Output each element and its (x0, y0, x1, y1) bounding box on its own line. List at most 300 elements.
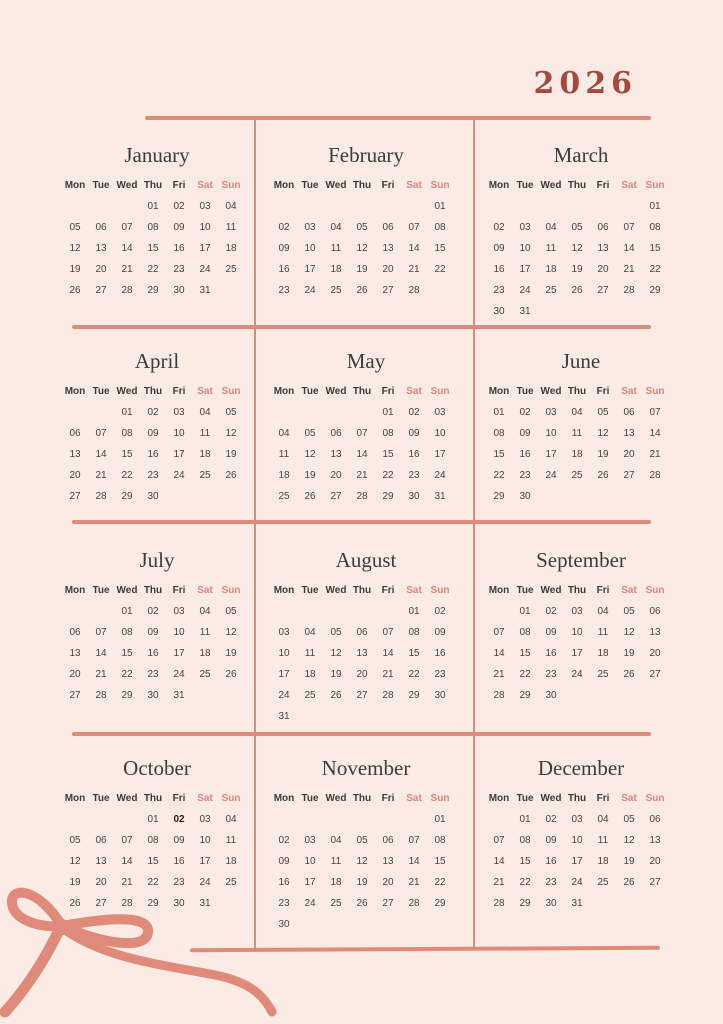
day-cell: 30 (147, 491, 159, 502)
day-cell: 25 (278, 491, 290, 502)
weekday-label: Sun (221, 793, 241, 804)
day-cell: 31 (571, 898, 583, 909)
day-cell: 01 (519, 814, 531, 825)
day-cell: 04 (304, 627, 316, 638)
empty-cell (62, 402, 88, 423)
day-cell: 07 (121, 222, 133, 233)
empty-cell (616, 486, 642, 507)
month-july (62, 547, 252, 706)
weekday-label: Sat (406, 585, 422, 596)
day-cell: 17 (173, 449, 185, 460)
day-cell: 31 (173, 690, 185, 701)
weekday-label: Sun (221, 386, 241, 397)
empty-cell (349, 706, 375, 727)
month-december (486, 755, 676, 914)
week-row (62, 851, 252, 872)
weekday-header (486, 384, 676, 400)
day-cell: 21 (623, 264, 635, 275)
empty-cell (401, 809, 427, 830)
day-cell: 03 (304, 222, 316, 233)
day-cell: 20 (649, 856, 661, 867)
weekday-header (271, 583, 461, 599)
day-cell: 19 (69, 877, 81, 888)
day-cell: 04 (330, 835, 342, 846)
day-cell: 10 (545, 428, 557, 439)
week-row (271, 238, 461, 259)
month-april (62, 348, 252, 507)
weekday-label: Wed (540, 180, 562, 191)
day-cell: 22 (519, 669, 531, 680)
day-cell: 15 (147, 856, 159, 867)
week-row (271, 622, 461, 643)
day-cell: 23 (278, 285, 290, 296)
month-name: July (139, 548, 175, 572)
day-cell: 19 (225, 449, 237, 460)
week-row (62, 486, 252, 507)
week-row (486, 685, 676, 706)
day-cell: 19 (356, 264, 368, 275)
day-cell: 28 (121, 285, 133, 296)
day-cell: 26 (623, 877, 635, 888)
day-cell: 26 (69, 898, 81, 909)
day-cell: 20 (356, 669, 368, 680)
day-cell: 23 (545, 669, 557, 680)
day-cell: 19 (571, 264, 583, 275)
day-cell: 16 (278, 877, 290, 888)
weekday-label: Mon (64, 585, 86, 596)
day-cell: 15 (434, 856, 446, 867)
empty-cell (538, 196, 564, 217)
day-cell: 06 (330, 428, 342, 439)
day-cell: 02 (545, 814, 557, 825)
day-cell: 06 (597, 222, 609, 233)
empty-cell (616, 301, 642, 322)
day-cell: 05 (356, 835, 368, 846)
weekday-label: Mon (64, 180, 86, 191)
weekday-label: Wed (325, 386, 347, 397)
empty-cell (62, 196, 88, 217)
weekday-label: Mon (64, 793, 86, 804)
day-cell: 18 (278, 470, 290, 481)
day-cell: 12 (225, 428, 237, 439)
weekday-label: Wed (116, 386, 138, 397)
week-row (486, 643, 676, 664)
day-cell: 30 (519, 491, 531, 502)
day-cell: 15 (434, 243, 446, 254)
month-may (271, 348, 461, 507)
day-cell: 26 (623, 669, 635, 680)
day-cell: 10 (199, 835, 211, 846)
day-cell: 06 (95, 835, 107, 846)
empty-cell (323, 196, 349, 217)
week-row (486, 893, 676, 914)
day-cell: 17 (519, 264, 531, 275)
day-cell: 23 (434, 669, 446, 680)
month-name: August (335, 548, 397, 572)
day-cell: 09 (434, 627, 446, 638)
weekday-label: Sat (406, 180, 422, 191)
week-row (62, 259, 252, 280)
week-row (486, 444, 676, 465)
day-cell: 13 (330, 449, 342, 460)
day-cell: 30 (147, 690, 159, 701)
day-cell: 19 (304, 470, 316, 481)
weekday-label: Sat (197, 180, 213, 191)
weekday-header (271, 384, 461, 400)
day-cell: 14 (493, 648, 505, 659)
day-cell: 15 (519, 648, 531, 659)
empty-cell (642, 301, 668, 322)
day-cell: 20 (69, 470, 81, 481)
week-row (271, 914, 461, 935)
weekday-label: Thu (143, 585, 163, 596)
month-name: February (328, 143, 404, 167)
day-cell: 17 (173, 648, 185, 659)
day-cell: 03 (199, 814, 211, 825)
week-row (62, 402, 252, 423)
day-cell: 09 (545, 835, 557, 846)
day-cell: 30 (434, 690, 446, 701)
day-cell: 13 (649, 627, 661, 638)
week-row (271, 486, 461, 507)
day-cell: 24 (545, 470, 557, 481)
day-cell: 10 (199, 222, 211, 233)
day-cell: 14 (95, 449, 107, 460)
day-cell: 28 (95, 491, 107, 502)
weekday-label: Tue (92, 386, 110, 397)
empty-cell (401, 706, 427, 727)
day-cell: 20 (69, 669, 81, 680)
week-row (62, 809, 252, 830)
day-cell: 25 (571, 470, 583, 481)
day-cell: 26 (304, 491, 316, 502)
week-row (271, 444, 461, 465)
month-name: January (124, 143, 190, 167)
day-cell: 21 (121, 877, 133, 888)
week-row (486, 809, 676, 830)
day-cell: 07 (408, 222, 420, 233)
empty-cell (297, 914, 323, 935)
day-cell: 12 (69, 243, 81, 254)
day-cell: 01 (649, 201, 661, 212)
week-row (62, 196, 252, 217)
weekday-label: Sat (621, 585, 637, 596)
weekday-label: Sat (621, 180, 637, 191)
day-cell: 26 (225, 470, 237, 481)
weekday-label: Thu (143, 386, 163, 397)
day-cell: 17 (571, 648, 583, 659)
day-cell: 27 (95, 898, 107, 909)
week-row (271, 465, 461, 486)
empty-cell (271, 196, 297, 217)
empty-cell (616, 685, 642, 706)
day-cell: 02 (278, 835, 290, 846)
day-cell: 27 (382, 285, 394, 296)
day-cell: 19 (623, 856, 635, 867)
weekday-label: Sun (645, 386, 665, 397)
day-cell: 21 (493, 877, 505, 888)
day-cell: 23 (545, 877, 557, 888)
day-cell: 27 (69, 491, 81, 502)
empty-cell (114, 196, 140, 217)
day-cell: 17 (571, 856, 583, 867)
day-cell: 18 (545, 264, 557, 275)
weekday-label: Wed (325, 585, 347, 596)
empty-cell (192, 486, 218, 507)
day-cell: 16 (545, 648, 557, 659)
week-row (271, 196, 461, 217)
empty-cell (401, 196, 427, 217)
day-cell: 04 (225, 814, 237, 825)
day-cell: 04 (199, 407, 211, 418)
empty-cell (564, 486, 590, 507)
day-cell: 05 (330, 627, 342, 638)
day-cell: 03 (199, 201, 211, 212)
day-cell: 07 (623, 222, 635, 233)
weekday-label: Tue (301, 793, 319, 804)
empty-cell (62, 601, 88, 622)
empty-cell (486, 601, 512, 622)
empty-cell (401, 914, 427, 935)
day-cell: 11 (597, 627, 609, 638)
week-row (271, 423, 461, 444)
empty-cell (88, 809, 114, 830)
week-row (486, 486, 676, 507)
empty-cell (349, 402, 375, 423)
day-cell: 21 (95, 669, 107, 680)
day-cell: 24 (571, 877, 583, 888)
day-cell: 25 (597, 877, 609, 888)
week-row (62, 280, 252, 301)
day-cell: 05 (69, 222, 81, 233)
weekday-label: Mon (273, 793, 295, 804)
weekday-label: Thu (352, 793, 372, 804)
weekday-label: Sat (197, 585, 213, 596)
day-cell: 20 (597, 264, 609, 275)
empty-cell (323, 809, 349, 830)
day-cell: 24 (199, 264, 211, 275)
weekday-header (62, 791, 252, 807)
week-row (486, 423, 676, 444)
day-cell: 23 (147, 669, 159, 680)
day-cell: 21 (408, 264, 420, 275)
week-row (62, 643, 252, 664)
week-row (486, 622, 676, 643)
month-name: April (134, 349, 180, 373)
day-cell: 18 (199, 648, 211, 659)
day-cell: 02 (493, 222, 505, 233)
week-row (62, 238, 252, 259)
day-cell: 22 (519, 877, 531, 888)
day-cell: 16 (173, 856, 185, 867)
empty-cell (427, 280, 453, 301)
day-cell: 15 (649, 243, 661, 254)
day-cell: 24 (304, 898, 316, 909)
empty-cell (616, 196, 642, 217)
day-cell: 08 (408, 627, 420, 638)
day-cell: 29 (519, 898, 531, 909)
week-row (62, 217, 252, 238)
day-cell: 06 (623, 407, 635, 418)
day-cell: 21 (95, 470, 107, 481)
week-row (271, 830, 461, 851)
day-cell: 10 (278, 648, 290, 659)
week-row (486, 238, 676, 259)
day-cell: 21 (493, 669, 505, 680)
day-cell: 22 (649, 264, 661, 275)
empty-cell (590, 893, 616, 914)
day-cell: 01 (121, 606, 133, 617)
day-cell: 26 (225, 669, 237, 680)
week-row (271, 601, 461, 622)
day-cell: 15 (382, 449, 394, 460)
day-cell: 01 (382, 407, 394, 418)
day-cell: 24 (571, 669, 583, 680)
empty-cell (297, 196, 323, 217)
day-cell: 10 (173, 428, 185, 439)
weekday-label: Sat (406, 386, 422, 397)
weekday-label: Sat (621, 793, 637, 804)
week-row (486, 851, 676, 872)
week-row (486, 830, 676, 851)
weekday-label: Mon (273, 585, 295, 596)
weekday-label: Sun (645, 180, 665, 191)
day-cell: 07 (649, 407, 661, 418)
day-cell: 07 (493, 627, 505, 638)
empty-cell (88, 601, 114, 622)
weekday-label: Wed (325, 793, 347, 804)
day-cell: 02 (545, 606, 557, 617)
day-cell: 01 (408, 606, 420, 617)
day-cell: 17 (304, 264, 316, 275)
day-cell: 29 (147, 898, 159, 909)
weekday-label: Fri (596, 180, 610, 191)
week-row (486, 601, 676, 622)
day-cell: 11 (225, 835, 237, 846)
weekday-label: Fri (596, 793, 610, 804)
empty-cell (349, 601, 375, 622)
empty-cell (271, 601, 297, 622)
day-cell: 21 (121, 264, 133, 275)
day-cell: 14 (356, 449, 368, 460)
day-cell: 25 (199, 669, 211, 680)
weekday-label: Fri (172, 585, 186, 596)
day-cell: 11 (330, 856, 342, 867)
day-cell: 08 (519, 835, 531, 846)
day-cell: 17 (278, 669, 290, 680)
day-cell: 17 (199, 243, 211, 254)
day-cell: 09 (278, 243, 290, 254)
empty-cell (349, 914, 375, 935)
week-row (486, 217, 676, 238)
empty-cell (297, 601, 323, 622)
empty-cell (218, 280, 244, 301)
day-cell: 05 (623, 814, 635, 825)
week-row (486, 196, 676, 217)
month-name: June (561, 349, 601, 373)
day-cell: 14 (493, 856, 505, 867)
day-cell: 03 (519, 222, 531, 233)
day-cell: 05 (225, 407, 237, 418)
column-divider-left (254, 120, 256, 950)
day-cell: 23 (408, 470, 420, 481)
day-cell: 13 (95, 243, 107, 254)
weekday-header (62, 583, 252, 599)
day-cell: 14 (649, 428, 661, 439)
week-row (486, 280, 676, 301)
day-cell: 01 (147, 814, 159, 825)
day-cell: 03 (571, 606, 583, 617)
week-row (271, 643, 461, 664)
weekday-label: Sun (221, 180, 241, 191)
week-row (62, 685, 252, 706)
day-cell: 19 (356, 877, 368, 888)
weekday-label: Mon (488, 793, 510, 804)
empty-cell (564, 196, 590, 217)
week-row (62, 664, 252, 685)
day-cell: 11 (225, 222, 237, 233)
day-cell: 09 (173, 222, 185, 233)
day-cell: 05 (225, 606, 237, 617)
day-cell: 09 (519, 428, 531, 439)
week-row (271, 809, 461, 830)
day-cell: 27 (649, 877, 661, 888)
week-row (271, 872, 461, 893)
day-cell: 09 (147, 428, 159, 439)
day-cell: 20 (95, 877, 107, 888)
empty-cell (512, 196, 538, 217)
day-cell: 08 (382, 428, 394, 439)
day-cell: 25 (225, 264, 237, 275)
weekday-label: Wed (116, 585, 138, 596)
month-november (271, 755, 461, 935)
day-cell: 28 (623, 285, 635, 296)
week-row (486, 664, 676, 685)
week-row (62, 423, 252, 444)
week-row (62, 830, 252, 851)
empty-cell (642, 893, 668, 914)
day-cell: 29 (147, 285, 159, 296)
day-cell: 07 (382, 627, 394, 638)
week-row (271, 706, 461, 727)
week-row (62, 601, 252, 622)
day-cell: 31 (519, 306, 531, 317)
empty-cell (590, 685, 616, 706)
day-cell: 18 (225, 856, 237, 867)
day-cell: 10 (519, 243, 531, 254)
day-cell: 29 (408, 690, 420, 701)
day-cell: 31 (199, 285, 211, 296)
day-cell: 12 (356, 243, 368, 254)
day-cell: 11 (545, 243, 557, 254)
day-cell: 24 (173, 470, 185, 481)
empty-cell (114, 809, 140, 830)
day-cell: 06 (649, 814, 661, 825)
day-cell: 07 (408, 835, 420, 846)
empty-cell (88, 402, 114, 423)
weekday-label: Thu (352, 180, 372, 191)
weekday-label: Tue (301, 585, 319, 596)
day-cell: 10 (571, 835, 583, 846)
day-cell: 18 (597, 856, 609, 867)
day-cell: 05 (571, 222, 583, 233)
weekday-label: Mon (488, 180, 510, 191)
day-cell: 13 (649, 835, 661, 846)
day-cell: 19 (225, 648, 237, 659)
day-cell: 14 (121, 856, 133, 867)
day-cell: 14 (95, 648, 107, 659)
weekday-label: Wed (540, 793, 562, 804)
